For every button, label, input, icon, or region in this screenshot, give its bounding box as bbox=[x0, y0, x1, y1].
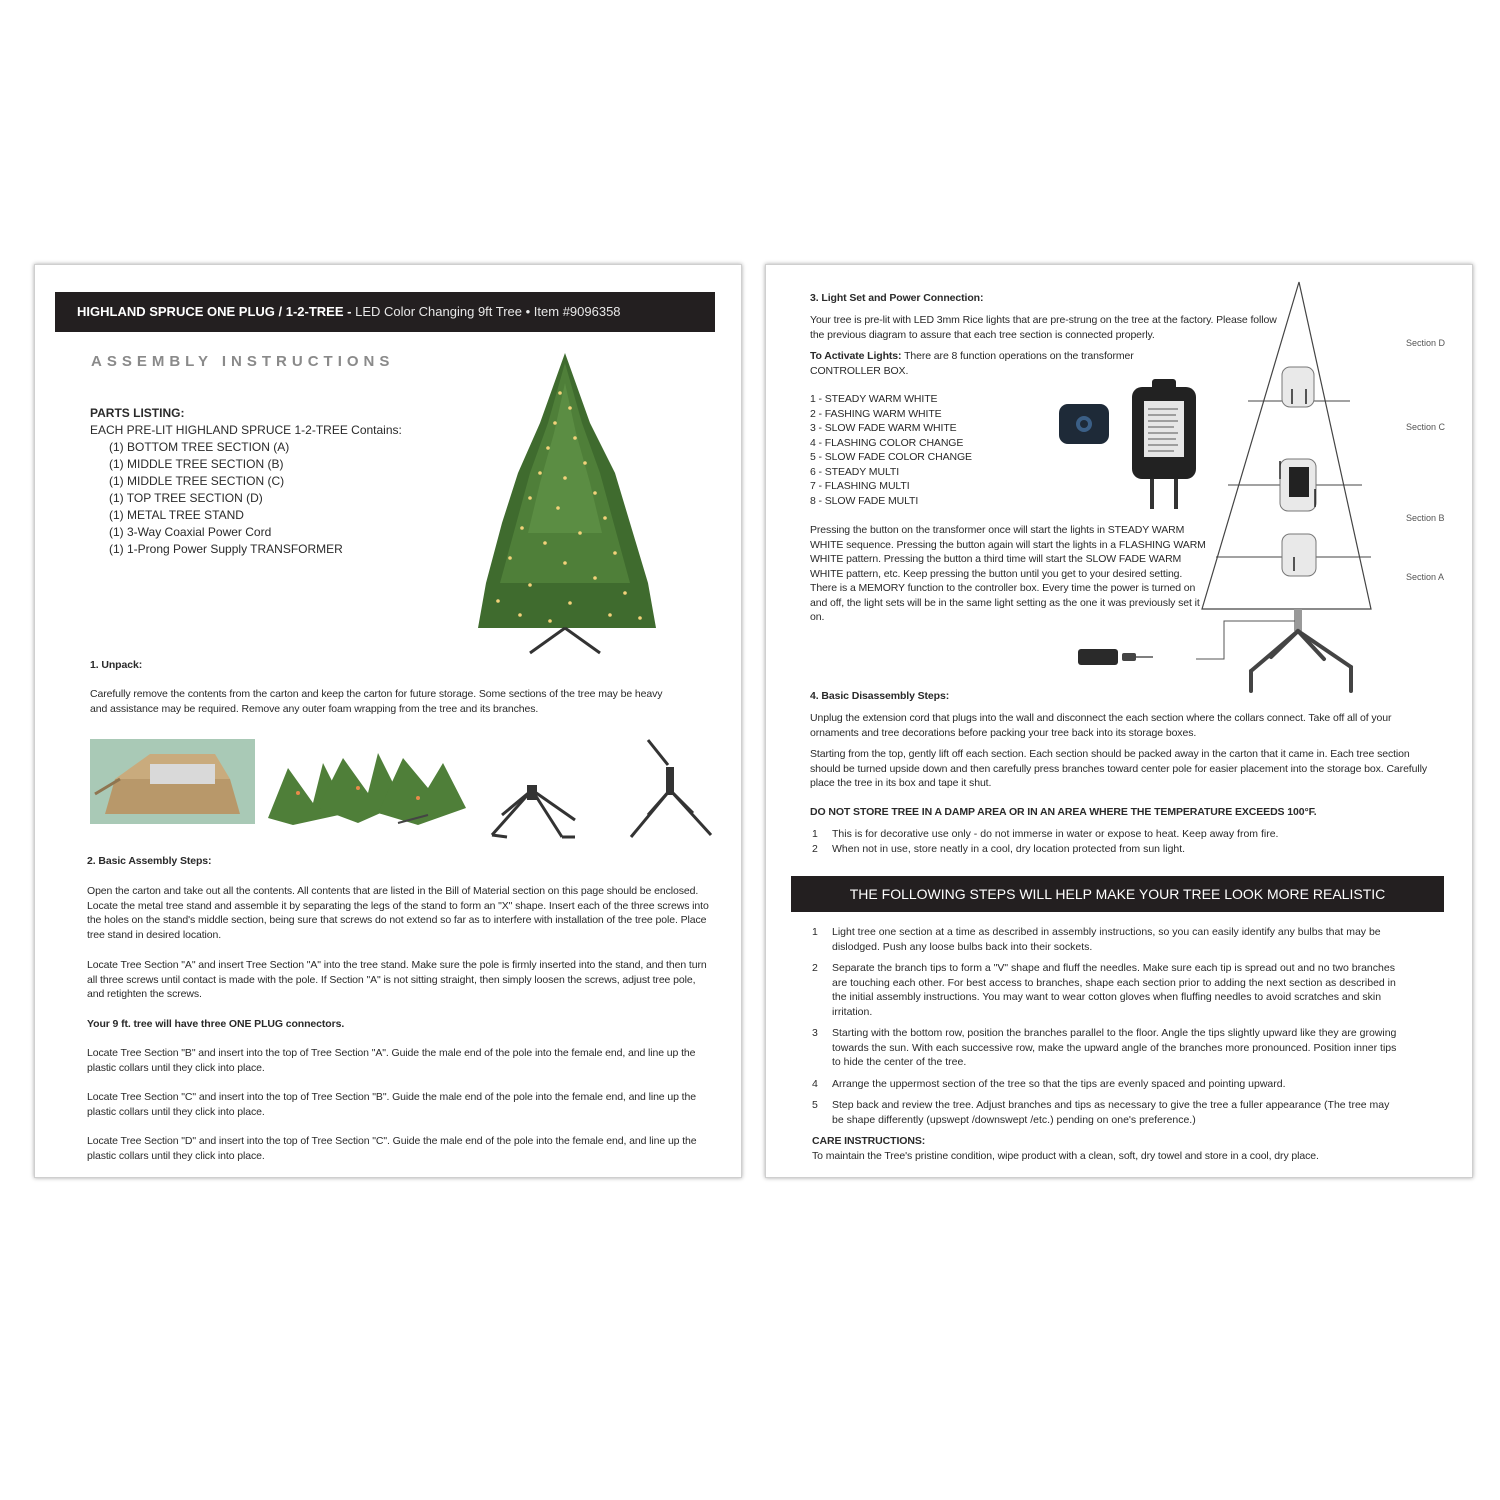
light-function-item: 8 - SLOW FADE MULTI bbox=[810, 494, 919, 507]
step4-heading: 4. Basic Disassembly Steps: bbox=[810, 690, 950, 702]
light-function-item: 5 - SLOW FADE COLOR CHANGE bbox=[810, 451, 972, 463]
parts-intro: EACH PRE-LIT HIGHLAND SPRUCE 1-2-TREE Contains: bbox=[90, 423, 402, 437]
parts-item: (1) METAL TREE STAND bbox=[109, 508, 244, 522]
step2-paragraph-2: Locate Tree Section "A" and insert Tree Section "A" into the tree stand. Make sure the pole is firmly inserted into the stand, and then turn all three screws until contact is made with the pole. If Section "A" is not sitting straight, then simply loosen the screws, adjust tree pole, and retighten the screws. bbox=[87, 959, 707, 1000]
section-a-label: Section A bbox=[1406, 572, 1445, 582]
activate-lights-label: To Activate Lights: bbox=[810, 350, 902, 362]
light-function-item: 6 - STEADY MULTI bbox=[810, 465, 900, 478]
parts-item: (1) 3-Way Coaxial Power Cord bbox=[109, 525, 272, 539]
list-item: 3 Starting with the bottom row, position the branches parallel to the floor. Angle the tips slightly upward like they are growing towards the sun. With each successive row, make the upward angle of the branches more pronounced. Position inner tips to hide the center of the tree. bbox=[812, 1027, 1397, 1068]
parts-item: (1) BOTTOM TREE SECTION (A) bbox=[109, 440, 290, 454]
light-functions-list bbox=[810, 392, 972, 508]
banner-subtitle: LED Color Changing 9ft Tree • Item #9096358 bbox=[355, 304, 621, 319]
stand-photo bbox=[487, 765, 577, 845]
parts-listing bbox=[90, 405, 402, 558]
list-item: 4 Arrange the uppermost section of the tree so that the tips are evenly spaced and pointing upward. bbox=[812, 1077, 1286, 1090]
step1-heading: 1. Unpack: bbox=[90, 659, 143, 671]
step2-paragraph-3: Your 9 ft. tree will have three ONE PLUG connectors. bbox=[87, 1018, 345, 1030]
list-item: 2 When not in use, store neatly in a cool, dry location protected from sun light. bbox=[812, 842, 1186, 855]
step3-paragraph-1: Your tree is pre-lit with LED 3mm Rice lights that are pre-strung on the tree at the factory. Please follow the previous diagram to assure that each tree section is connected properly. bbox=[810, 314, 1277, 341]
safety-notes-list bbox=[812, 827, 1432, 856]
step2-paragraph-1: Open the carton and take out all the contents. All contents that are listed in the Bill of Material section on this page should be enclosed. Locate the metal tree stand and assemble it by separating the legs of the stand to form an "X" shape. Insert each of the three screws into the holes on the stand's middle section, being sure that screws do not extend so far as to interfere with installation of the tree pole. Place tree stand in desired location. bbox=[87, 885, 709, 941]
parts-heading: PARTS LISTING: bbox=[90, 406, 185, 420]
right-page bbox=[765, 264, 1473, 1178]
light-function-item: 3 - SLOW FADE WARM WHITE bbox=[810, 422, 957, 434]
controller-button-icon bbox=[1058, 403, 1110, 445]
step2-heading: 2. Basic Assembly Steps: bbox=[87, 855, 212, 867]
parts-item: (1) 1-Prong Power Supply TRANSFORMER bbox=[109, 542, 343, 556]
step3-paragraph-2: Pressing the button on the transformer once will start the lights in STEADY WARM WHITE sequence. Pressing the button again will start the lights in a FLASHING WARM WHITE pattern. Pressing the button a third time will start the SLOW FADE WARM WHITE pattern, etc. Keep pressing the button until you get to your desired setting. There is a MEMORY function to the controller box. Every time the power is turned on and off, the light sets will be in the same light setting as the one it was previously set it on. bbox=[810, 524, 1206, 623]
light-function-item: 7 - FLASHING MULTI bbox=[810, 480, 910, 492]
list-item: 2 Separate the branch tips to form a "V" shape and fluff the needles. Make sure each tip is spread out and no two branches are touching each other. For best access to branches, shape each section prior to adding the next section as described in the initial assembly instructions. You may want to wear cotton gloves when fluffing needles to avoid scratches and skin irritation. bbox=[812, 962, 1396, 1018]
step2-paragraph-4: Locate Tree Section "B" and insert into the top of Tree Section "A". Guide the male end of the pole into the female end, and line up the plastic collars until they click into place. bbox=[87, 1047, 696, 1074]
realistic-tips-list bbox=[812, 925, 1397, 1127]
care-instructions-heading: CARE INSTRUCTIONS: bbox=[812, 1135, 926, 1147]
step4-paragraph-1: Unplug the extension cord that plugs into the wall and disconnect the each section where the collars connect. Take off all of your ornaments and tree decorations before packing your tree back into its storage boxes. bbox=[810, 712, 1392, 739]
parts-item: (1) MIDDLE TREE SECTION (B) bbox=[109, 457, 284, 471]
list-item: 5 Step back and review the tree. Adjust branches and tips as necessary to give the tree a fuller appearance (The tree may be shape differently (upswept /downswept /etc.) pending on one's preference.) bbox=[812, 1099, 1390, 1126]
left-page bbox=[34, 264, 742, 1178]
banner-bold-title: HIGHLAND SPRUCE ONE PLUG / 1-2-TREE - bbox=[77, 304, 352, 319]
step3-heading: 3. Light Set and Power Connection: bbox=[810, 292, 984, 304]
step2-paragraph-6: Locate Tree Section "D" and insert into the top of Tree Section "C". Guide the male end of the pole into the female end, and line up the plastic collars until they click into place. bbox=[87, 1135, 697, 1162]
tree-sections-diagram bbox=[1196, 279, 1381, 699]
title-banner bbox=[55, 292, 715, 332]
realistic-tips-banner: THE FOLLOWING STEPS WILL HELP MAKE YOUR TREE LOOK MORE REALISTIC bbox=[791, 876, 1444, 912]
storage-warning: DO NOT STORE TREE IN A DAMP AREA OR IN AN AREA WHERE THE TEMPERATURE EXCEEDS 100°F. bbox=[810, 806, 1317, 818]
section-d-label: Section D bbox=[1406, 338, 1446, 348]
light-function-item: 4 - FLASHING COLOR CHANGE bbox=[810, 436, 964, 449]
parts-item: (1) TOP TREE SECTION (D) bbox=[109, 491, 263, 505]
activate-lights-text bbox=[810, 349, 1190, 378]
care-instructions-text: To maintain the Tree's pristine condition, wipe product with a clean, soft, dry towel and store in a cool, dry place. bbox=[812, 1150, 1319, 1162]
christmas-tree-image bbox=[470, 353, 660, 658]
parts-item: (1) MIDDLE TREE SECTION (C) bbox=[109, 474, 285, 488]
tree-sections-photo bbox=[268, 743, 468, 831]
carton-photo bbox=[90, 739, 255, 824]
power-plug-icon bbox=[1078, 645, 1153, 669]
step2-paragraph-5: Locate Tree Section "C" and insert into the top of Tree Section "B". Guide the male end of the pole into the female end, and line up the plastic collars until they click into place. bbox=[87, 1091, 696, 1118]
step4-paragraph-2: Starting from the top, gently lift off each section. Each section should be packed away in the carton that it came in. Each tree section should be turned upside down and then carefully press branches toward center pole for easier placement into the storage box. Carefully place the tree in its box and tape it shut. bbox=[810, 748, 1427, 789]
section-c-label: Section C bbox=[1406, 422, 1446, 432]
step1-text: Carefully remove the contents from the carton and keep the carton for future storage. Some sections of the tree may be heavy and assistance may be required. Remove any outer foam wrapping from the tree and its branches. bbox=[90, 688, 663, 715]
light-function-item: 1 - STEADY WARM WHITE bbox=[810, 393, 938, 405]
stand-with-pole-photo bbox=[623, 735, 718, 845]
section-b-label: Section B bbox=[1406, 513, 1445, 523]
activate-lights-body: There are 8 function operations on the transformer CONTROLLER BOX. bbox=[810, 350, 1134, 377]
light-function-item: 2 - FASHING WARM WHITE bbox=[810, 407, 942, 420]
list-item: 1 This is for decorative use only - do not immerse in water or expose to heat. Keep away from fire. bbox=[812, 828, 1279, 840]
transformer-box-icon bbox=[1130, 379, 1198, 514]
assembly-instructions-title: ASSEMBLY INSTRUCTIONS bbox=[91, 353, 395, 370]
list-item: 1 Light tree one section at a time as described in assembly instructions, so you can easily identify any bulbs that may be dislodged. Push any loose bulbs back into their sockets. bbox=[812, 926, 1381, 953]
